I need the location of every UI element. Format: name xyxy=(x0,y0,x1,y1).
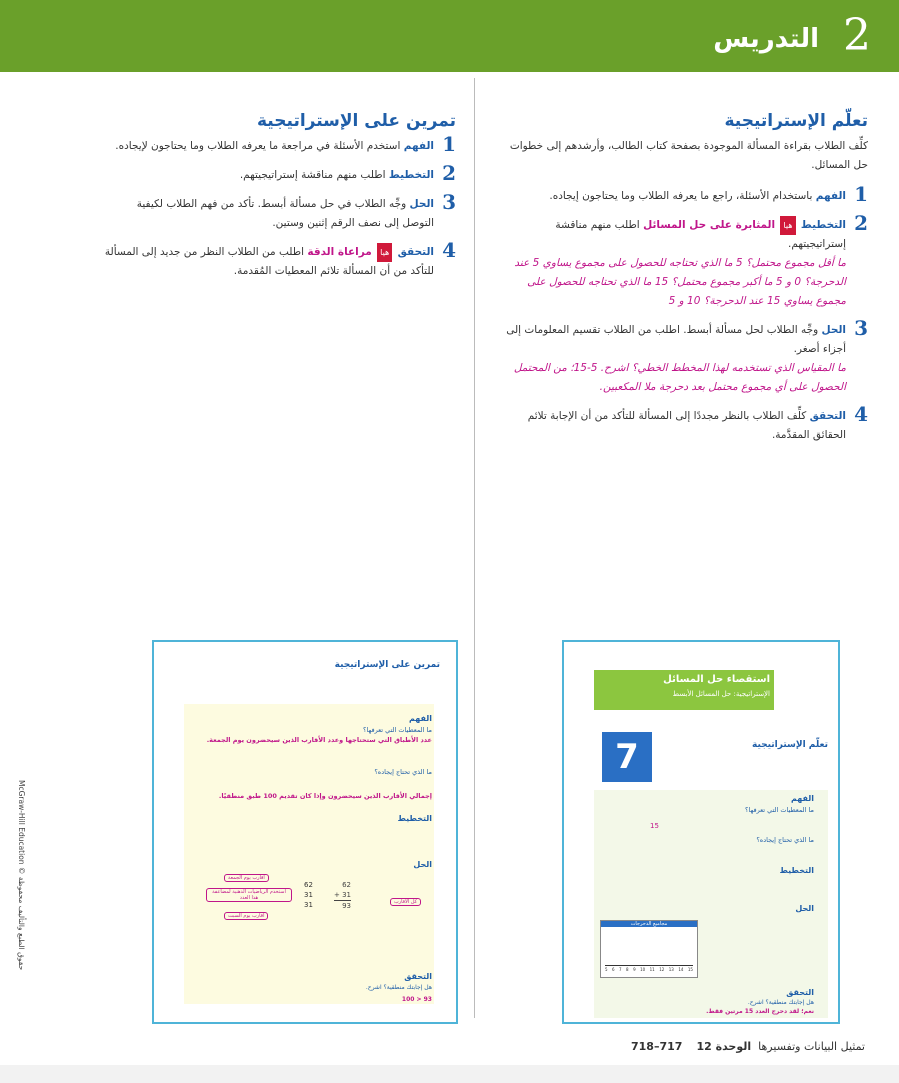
student-page-thumbnail-right: استقصاء حل المسائل الإستراتيجية: حل المسائل الأبسط 7 تعلّم الإستراتيجية الفهم ما المعطيات التي تعرفها؟ 15 ما الذي تحتاج إيجاده؟ التخطيط الحل مجاميع الدحرجات 5 6 7 8 9 10 11 12 13 14 15 التحقق هل إجابتك منطقية؟ اشرح. نعم؛ لقد دحرج العدد 15 مرتين فقط. xyxy=(562,640,840,1024)
line-plot-chart: مجاميع الدحرجات 5 6 7 8 9 10 11 12 13 14 15 xyxy=(600,920,698,978)
axis-tick-label: 13 xyxy=(668,967,674,972)
footer-bar xyxy=(0,1065,899,1083)
learn-strategy-title: تعلّم الإستراتيجية xyxy=(724,111,868,131)
axis-tick-label: 10 xyxy=(640,967,646,972)
axis-tick-label: 12 xyxy=(659,967,665,972)
steps-panel-left xyxy=(184,704,434,1004)
intro-text: كلِّف الطلاب بقراءة المسألة الموجودة بصفحة كتاب الطالب، وأرشدهم إلى خطوات حل المسائل. xyxy=(509,140,868,171)
axis-tick-label: 14 xyxy=(678,967,684,972)
practice-tag: هيا xyxy=(780,216,795,235)
die-seven: 7 xyxy=(602,732,652,782)
steps-panel xyxy=(594,790,828,1018)
copyright-side-text: McGraw-Hill Education © حقوق الطبع والتأليف محفوظة xyxy=(17,780,26,971)
practice-step-solve: 3 الحل وجِّه الطلاب في حل مسألة أبسط. تأكد من فهم الطلاب لكيفية التوصل إلى نصف الرقم إثنين وستين. xyxy=(136,190,456,229)
axis-tick-label: 8 xyxy=(626,967,629,972)
axis-tick-label: 6 xyxy=(612,967,615,972)
axis-tick-label: 9 xyxy=(633,967,636,972)
step-plan: 2 التخطيط هيا المثابرة على حل المسائل اطلب منهم مناقشة إستراتيجيتهم. ما أقل مجموع محتمل؟ 5 ما الذي تحتاجه للحصول على مجموع يساوي 5 عند الدحرجة؟ 0 و 5 ما أكبر مجموع محتمل؟ 15 ما الذي تحتاجه للحصول على مجموع يساوي 15 عند الدحرجة؟ 10 و 5 xyxy=(514,211,868,307)
practice-step-check: 4 التحقق هيا مراعاة الدقة اطلب من الطلاب النظر من جديد إلى المسألة للتأكد من أن المسألة تلائم المعطيات المُقدمة. xyxy=(104,238,456,277)
section-number: 2 xyxy=(843,10,871,61)
axis-ticks xyxy=(605,967,693,972)
step-check: 4 التحقق كلِّف الطلاب بالنظر مجددًا إلى المسألة للتأكد من أن الإجابة تلائم الحقائق المقدَّمة. xyxy=(527,402,868,441)
axis-tick-label: 7 xyxy=(619,967,622,972)
step-solve: 3 الحل وجِّه الطلاب لحل مسألة أبسط. اطلب من الطلاب تقسيم المعلومات إلى أجزاء أصغر. ما المقياس الذي تستخدمه لهذا المخطط الخطي؟ اشرح. 5-15؛ من المحتمل الحصول على أي مجموع محتمل بعد دحرجة ملا المكعبين. xyxy=(506,316,868,393)
page-footer: تمثيل البيانات وتفسيرها الوحدة 12 717–718 xyxy=(631,1040,865,1053)
practice-step-understand: 1 الفهم استخدم الأسئلة في مراجعة ما يعرفه الطلاب وما يحتاجون لإيجاده. xyxy=(115,132,456,156)
axis-tick-label: 15 xyxy=(687,967,693,972)
axis-tick-label: 11 xyxy=(649,967,655,972)
student-page-thumbnail-left: تمرين على الإستراتيجية الفهم ما المعطيات التي تعرفها؟ عدد الأطباق التي ستحتاجها وعدد الأقارب الذين سيحضرون يوم الجمعة. ما الذي تحتاج إيجاده؟ إجمالي الأقارب الذين سيحضرون وإذا كان تقديم 100 طبق منطقيًا. التخطيط الحل 62 + 31 93 62 31 31 أقارب يوم الجمعة استخدم الرياضيات الذهنية لمضاعفة هذا العدد أقارب يوم السبت كل الأقارب التحقق هل إجابتك منطقية؟ اشرح. 100 > 93 xyxy=(152,640,458,1024)
axis-tick-label: 5 xyxy=(605,967,608,972)
step-understand: 1 الفهم باستخدام الأسئلة، راجع ما يعرفه الطلاب وما يحتاجون إيجاده. xyxy=(549,182,868,206)
practice-strategy-title: تمرين على الإستراتيجية xyxy=(257,111,456,131)
column-divider xyxy=(474,78,475,1018)
practice-step-plan: 2 التخطيط اطلب منهم مناقشة إستراتيجيتهم. xyxy=(239,161,456,185)
chapter-header xyxy=(0,0,899,72)
learn-strategy-column xyxy=(498,112,868,455)
addition-work: 62 + 31 93 xyxy=(334,881,351,910)
practice-strategy-column xyxy=(104,112,456,291)
section-title: التدريس xyxy=(713,24,819,54)
